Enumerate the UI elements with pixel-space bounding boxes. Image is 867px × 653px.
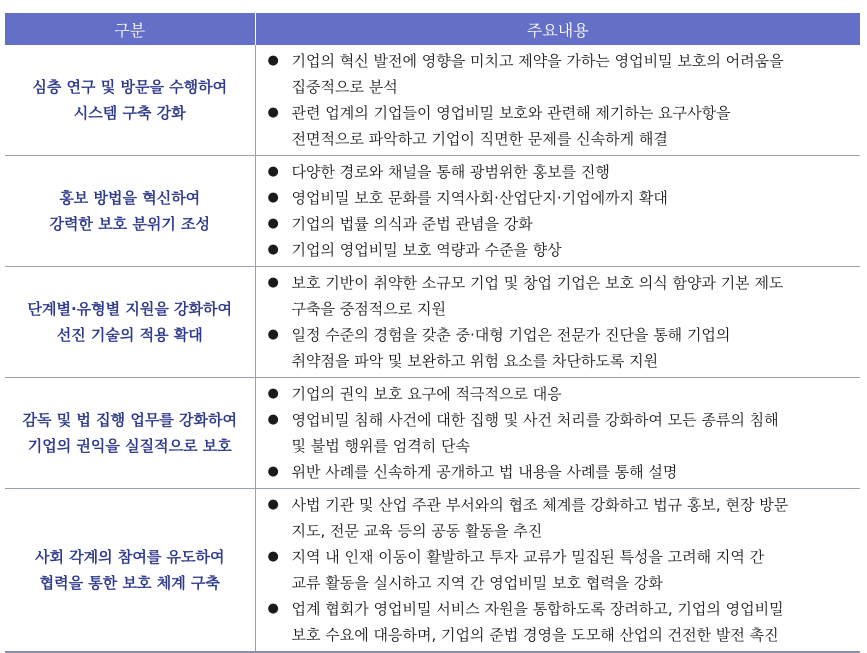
bullet-dot-icon: ● — [267, 242, 279, 257]
bullet-dot-icon: ● — [267, 216, 279, 231]
category-cell — [5, 156, 255, 267]
bullet-dot-icon: ● — [267, 549, 279, 564]
category-cell — [5, 45, 255, 156]
policy-table — [5, 13, 860, 653]
table-row — [5, 45, 860, 156]
table-row — [5, 267, 860, 378]
bullet-text-line: 구축을 중점적으로 지원 — [291, 300, 446, 318]
bullet-list — [264, 270, 855, 374]
bullet-item — [264, 211, 855, 237]
category-line: 협력을 통한 보호 체계 구축 — [39, 574, 220, 592]
category-line: 감독 및 법 집행 업무를 강화하여 — [22, 411, 237, 429]
bullet-dot-icon: ● — [267, 190, 279, 205]
content-cell — [255, 156, 860, 267]
bullet-item — [264, 544, 855, 596]
bullet-dot-icon: ● — [267, 53, 279, 68]
category-line: 시스템 구축 강화 — [73, 104, 186, 122]
table-row — [5, 378, 860, 489]
content-cell — [255, 378, 860, 489]
category-cell — [5, 489, 255, 653]
bullet-item — [264, 100, 855, 152]
category-line: 홍보 방법을 혁신하여 — [59, 189, 201, 207]
bullet-dot-icon: ● — [267, 105, 279, 120]
bullet-item — [264, 596, 855, 648]
bullet-text-line: 업계 협회가 영업비밀 서비스 자원을 통합하도록 장려하고, 기업의 영업비밀 — [291, 600, 784, 618]
bullet-item — [264, 381, 855, 407]
category-line: 사회 각계의 참여를 유도하여 — [34, 548, 225, 566]
table-body — [5, 45, 860, 652]
category-line: 강력한 보호 분위기 조성 — [49, 215, 211, 233]
bullet-text-line: 집중적으로 분석 — [291, 78, 398, 96]
bullet-text-line: 영업비밀 보호 문화를 지역사회·산업단지·기업에까지 확대 — [291, 189, 668, 207]
bullet-text-line: 관련 업계의 기업들이 영업비밀 보호와 관련해 제기하는 요구사항을 — [291, 104, 731, 122]
bullet-item — [264, 492, 855, 544]
bullet-text-line: 기업의 권익 보호 요구에 적극적으로 대응 — [291, 385, 562, 403]
bullet-text-line: 기업의 영업비밀 보호 역량과 수준을 향상 — [291, 241, 562, 259]
bullet-item — [264, 459, 855, 485]
bullet-text-line: 사법 기관 및 산업 주관 부서와의 협조 체계를 강화하고 법규 홍보, 현장 방문 — [291, 496, 789, 514]
bullet-dot-icon: ● — [267, 275, 279, 290]
category-line: 단계별·유형별 지원을 강화하여 — [27, 300, 232, 318]
header-content: 주요내용 — [255, 13, 860, 45]
bullet-dot-icon: ● — [267, 327, 279, 342]
bullet-text-line: 기업의 법률 의식과 준법 관념을 강화 — [291, 215, 533, 233]
category-cell — [5, 267, 255, 378]
bullet-list — [264, 381, 855, 485]
bullet-item — [264, 159, 855, 185]
bullet-list — [264, 492, 855, 648]
bullet-text-line: 일정 수준의 경험을 갖춘 중·대형 기업은 전문가 진단을 통해 기업의 — [291, 326, 731, 344]
table-row — [5, 489, 860, 653]
bullet-item — [264, 270, 855, 322]
bullet-item — [264, 48, 855, 100]
bullet-list — [264, 159, 855, 263]
bullet-dot-icon: ● — [267, 464, 279, 479]
content-cell — [255, 45, 860, 156]
bullet-item — [264, 185, 855, 211]
bullet-text-line: 교류 활동을 실시하고 지역 간 영업비밀 보호 협력을 강화 — [291, 574, 663, 592]
bullet-text-line: 영업비밀 침해 사건에 대한 집행 및 사건 처리를 강화하여 모든 종류의 침해 — [291, 411, 779, 429]
bullet-text-line: 지역 내 인재 이동이 활발하고 투자 교류가 밀집된 특성을 고려해 지역 간 — [291, 548, 765, 566]
bullet-dot-icon: ● — [267, 497, 279, 512]
header-row — [5, 13, 860, 45]
table-row — [5, 156, 860, 267]
bullet-dot-icon: ● — [267, 386, 279, 401]
bullet-text-line: 보호 기반이 취약한 소규모 기업 및 창업 기업은 보호 의식 함양과 기본 제도 — [291, 274, 784, 292]
bullet-text-line: 전면적으로 파악하고 기업이 직면한 문제를 신속하게 해결 — [291, 130, 668, 148]
header-category: 구분 — [5, 13, 255, 45]
bullet-dot-icon: ● — [267, 164, 279, 179]
bullet-text-line: 보호 수요에 대응하며, 기업의 준법 경영을 도모해 산업의 건전한 발전 촉진 — [291, 626, 779, 644]
bullet-text-line: 위반 사례를 신속하게 공개하고 법 내용을 사례를 통해 설명 — [291, 463, 678, 481]
category-line: 심층 연구 및 방문을 수행하여 — [32, 78, 228, 96]
bullet-text-line: 기업의 혁신 발전에 영향을 미치고 제약을 가하는 영업비밀 보호의 어려움을 — [291, 52, 784, 70]
bullet-item — [264, 237, 855, 263]
category-line: 기업의 권익을 실질적으로 보호 — [27, 437, 232, 455]
bullet-text-line: 및 불법 행위를 엄격히 단속 — [291, 437, 470, 455]
bullet-dot-icon: ● — [267, 601, 279, 616]
bullet-item — [264, 407, 855, 459]
bullet-list — [264, 48, 855, 152]
category-cell — [5, 378, 255, 489]
bullet-item — [264, 322, 855, 374]
content-cell — [255, 489, 860, 653]
content-cell — [255, 267, 860, 378]
bullet-text-line: 다양한 경로와 채널을 통해 광범위한 홍보를 진행 — [291, 163, 610, 181]
bullet-text-line: 지도, 전문 교육 등의 공동 활동을 추진 — [291, 522, 543, 540]
bullet-dot-icon: ● — [267, 412, 279, 427]
table-header — [5, 13, 860, 45]
category-line: 선진 기술의 적용 확대 — [56, 326, 203, 344]
bullet-text-line: 취약점을 파악 및 보완하고 위험 요소를 차단하도록 지원 — [291, 352, 659, 370]
